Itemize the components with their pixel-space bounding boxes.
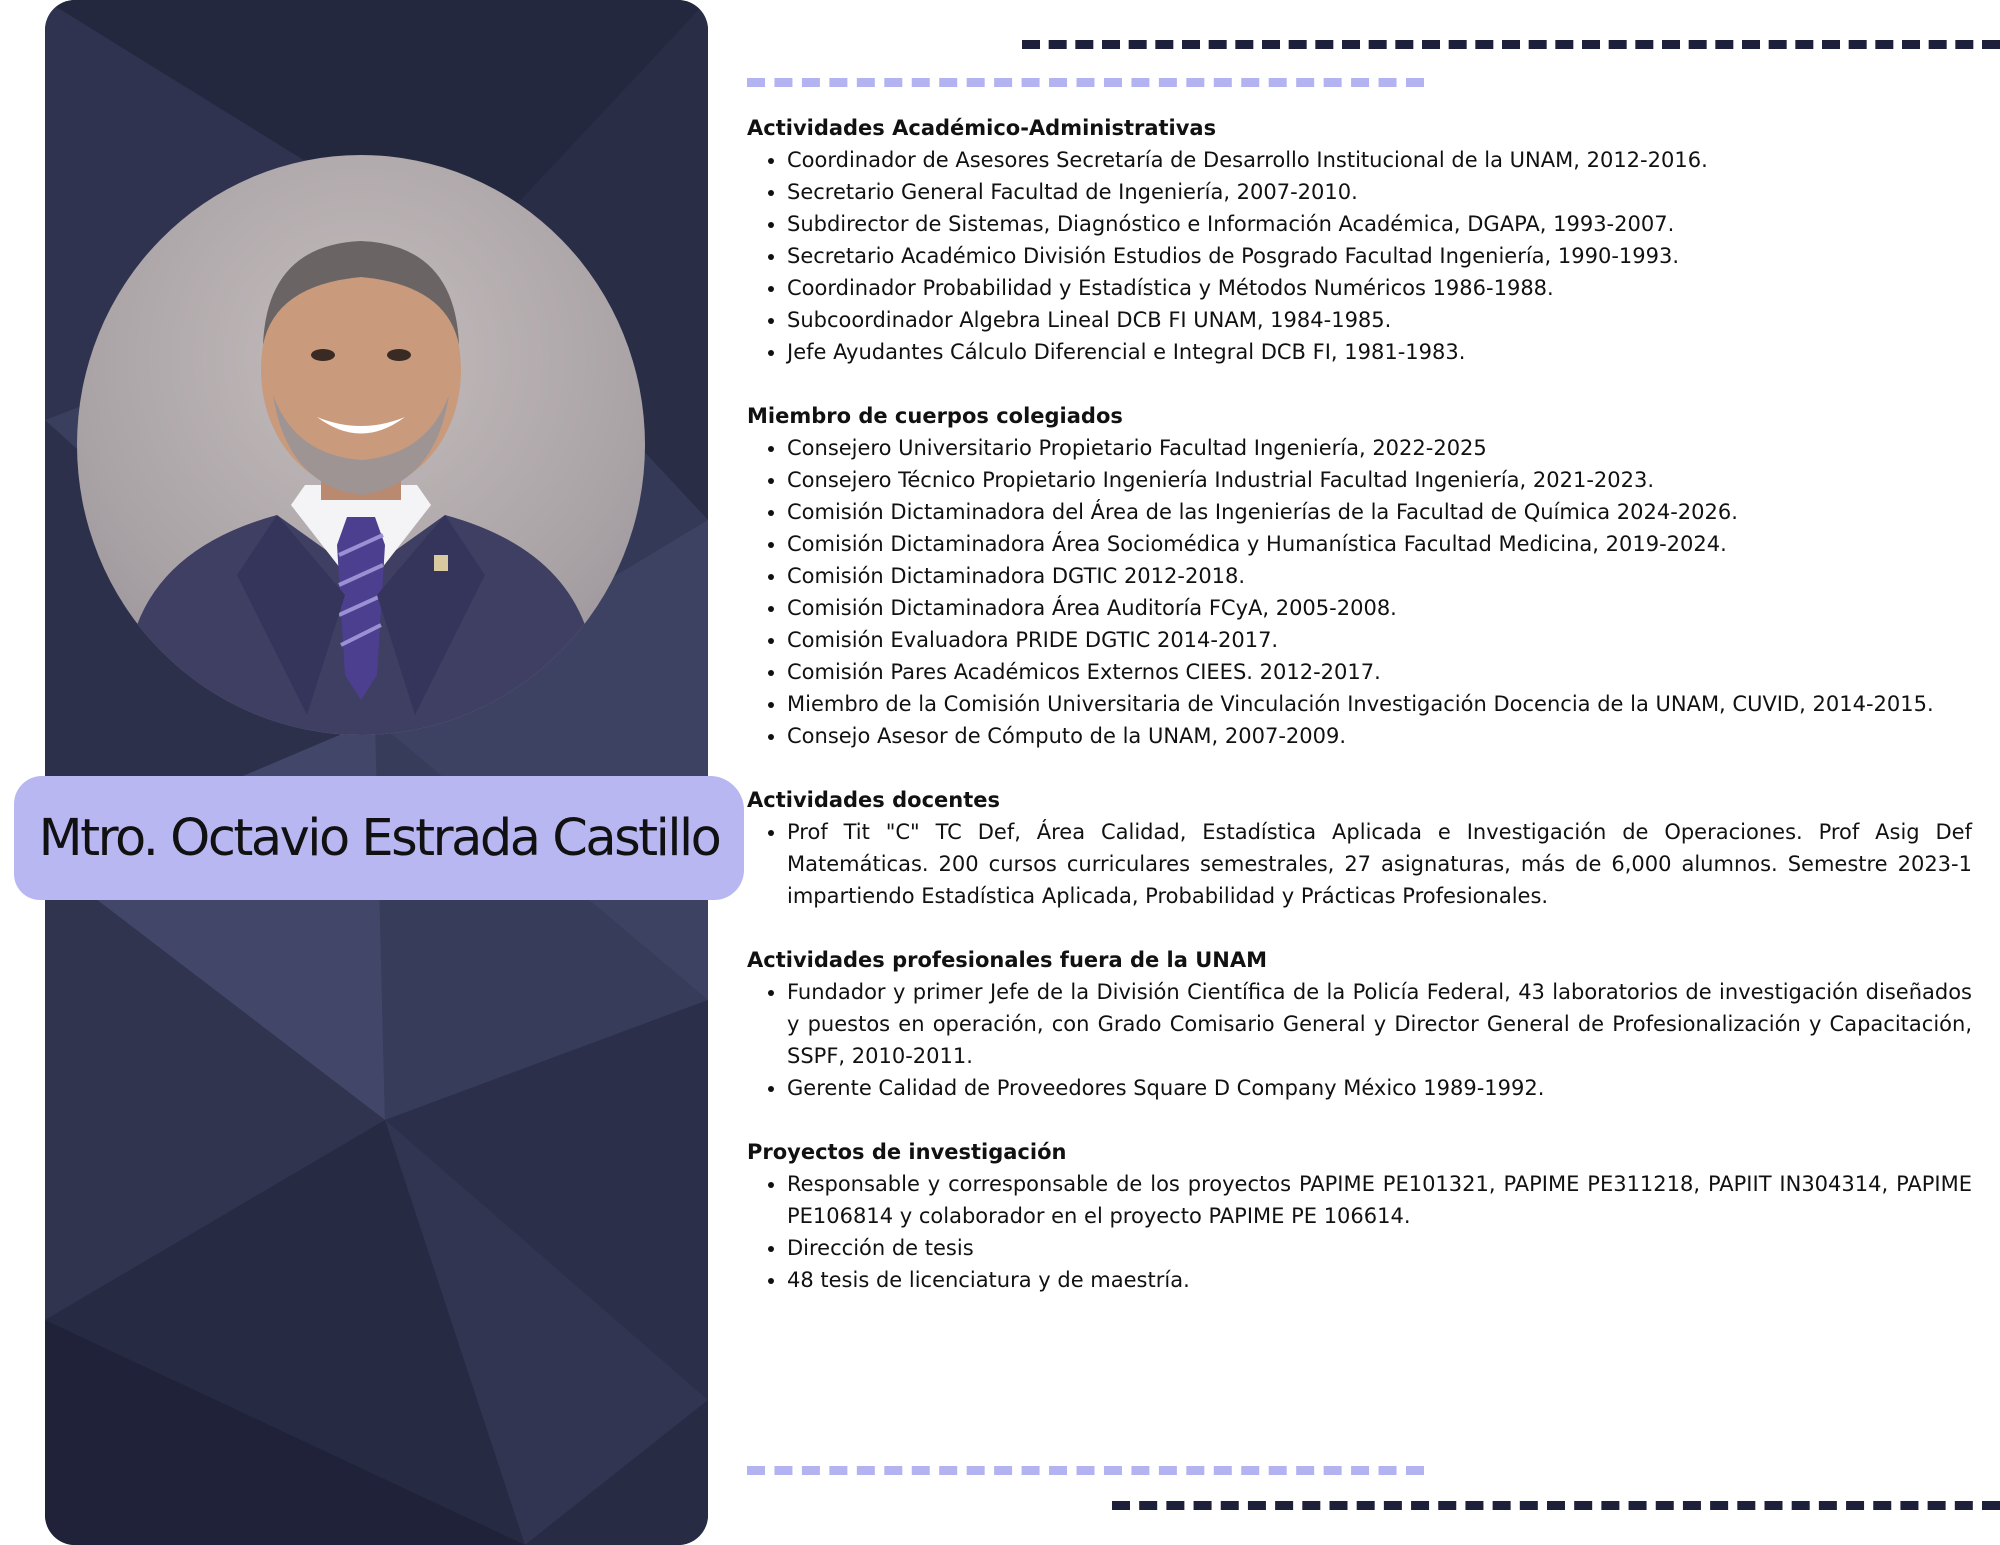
decorative-dash-bottom-light bbox=[747, 1466, 1424, 1475]
decorative-dash-bottom-dark bbox=[1112, 1501, 2000, 1510]
section-research bbox=[747, 1136, 1972, 1296]
section-collegiate-bodies bbox=[747, 400, 1972, 752]
section-title: Actividades Académico-Administrativas bbox=[747, 116, 1217, 140]
list-item: • Comisión Dictaminadora Área Auditoría FCyA, 2005-2008. bbox=[787, 592, 1972, 624]
section-professional bbox=[747, 944, 1972, 1104]
list-item: • Jefe Ayudantes Cálculo Diferencial e Integral DCB FI, 1981-1983. bbox=[787, 336, 1972, 368]
list-item: • Dirección de tesis bbox=[787, 1232, 1972, 1264]
section-list bbox=[747, 144, 1972, 368]
profile-name: Mtro. Octavio Estrada Castillo bbox=[38, 808, 720, 868]
section-list bbox=[747, 976, 1972, 1104]
list-item: • Fundador y primer Jefe de la División Científica de la Policía Federal, 43 laboratorios de investigación diseñados y puestos en operación, con Grado Comisario General y Director General de Profesionalización y Capacitación, SSPF, 2010-2011. bbox=[787, 976, 1972, 1072]
list-item: • Comisión Dictaminadora DGTIC 2012-2018. bbox=[787, 560, 1972, 592]
list-item: • Subdirector de Sistemas, Diagnóstico e Información Académica, DGAPA, 1993-2007. bbox=[787, 208, 1972, 240]
portrait-illustration bbox=[77, 155, 645, 735]
list-item: • Comisión Evaluadora PRIDE DGTIC 2014-2017. bbox=[787, 624, 1972, 656]
section-list bbox=[747, 432, 1972, 752]
decorative-dash-top-light bbox=[747, 78, 1424, 87]
section-title: Actividades profesionales fuera de la UNAM bbox=[747, 948, 1268, 972]
decorative-dash-top-dark bbox=[1022, 40, 2000, 49]
section-title: Miembro de cuerpos colegiados bbox=[747, 404, 1123, 428]
list-item: • Consejero Técnico Propietario Ingeniería Industrial Facultad Ingeniería, 2021-2023. bbox=[787, 464, 1972, 496]
list-item: • Secretario Académico División Estudios de Posgrado Facultad Ingeniería, 1990-1993. bbox=[787, 240, 1972, 272]
list-item: • Prof Tit "C" TC Def, Área Calidad, Estadística Aplicada e Investigación de Operaciones. Prof Asig Def Matemáticas. 200 cursos curriculares semestrales, 27 asignaturas, más de 6,000 alumnos. Semestre 2023-1 impartiendo Estadística Aplicada, Probabilidad y Prácticas Profesionales. bbox=[787, 816, 1972, 912]
name-banner bbox=[14, 776, 744, 900]
list-item: • Miembro de la Comisión Universitaria de Vinculación Investigación Docencia de la UNAM, CUVID, 2014-2015. bbox=[787, 688, 1972, 720]
section-list bbox=[747, 1168, 1972, 1296]
profile-photo bbox=[77, 155, 645, 735]
section-list bbox=[747, 816, 1972, 912]
section-teaching bbox=[747, 784, 1972, 912]
section-title: Proyectos de investigación bbox=[747, 1140, 1067, 1164]
list-item: • Coordinador de Asesores Secretaría de Desarrollo Institucional de la UNAM, 2012-2016. bbox=[787, 144, 1972, 176]
list-item: • Consejero Universitario Propietario Facultad Ingeniería, 2022-2025 bbox=[787, 432, 1972, 464]
list-item: • Comisión Dictaminadora Área Sociomédica y Humanística Facultad Medicina, 2019-2024. bbox=[787, 528, 1972, 560]
cv-content bbox=[747, 112, 1972, 1328]
list-item: • Comisión Pares Académicos Externos CIEES. 2012-2017. bbox=[787, 656, 1972, 688]
section-academic-admin bbox=[747, 112, 1972, 368]
list-item: • Secretario General Facultad de Ingeniería, 2007-2010. bbox=[787, 176, 1972, 208]
list-item: • Subcoordinador Algebra Lineal DCB FI UNAM, 1984-1985. bbox=[787, 304, 1972, 336]
list-item: • Consejo Asesor de Cómputo de la UNAM, 2007-2009. bbox=[787, 720, 1972, 752]
list-item: • 48 tesis de licenciatura y de maestría. bbox=[787, 1264, 1972, 1296]
list-item: • Responsable y corresponsable de los proyectos PAPIME PE101321, PAPIME PE311218, PAPIIT IN304314, PAPIME PE106814 y colaborador en el proyecto PAPIME PE 106614. bbox=[787, 1168, 1972, 1232]
list-item: • Coordinador Probabilidad y Estadística y Métodos Numéricos 1986-1988. bbox=[787, 272, 1972, 304]
list-item: • Gerente Calidad de Proveedores Square D Company México 1989-1992. bbox=[787, 1072, 1972, 1104]
section-title: Actividades docentes bbox=[747, 788, 1000, 812]
list-item: • Comisión Dictaminadora del Área de las Ingenierías de la Facultad de Química 2024-2026. bbox=[787, 496, 1972, 528]
